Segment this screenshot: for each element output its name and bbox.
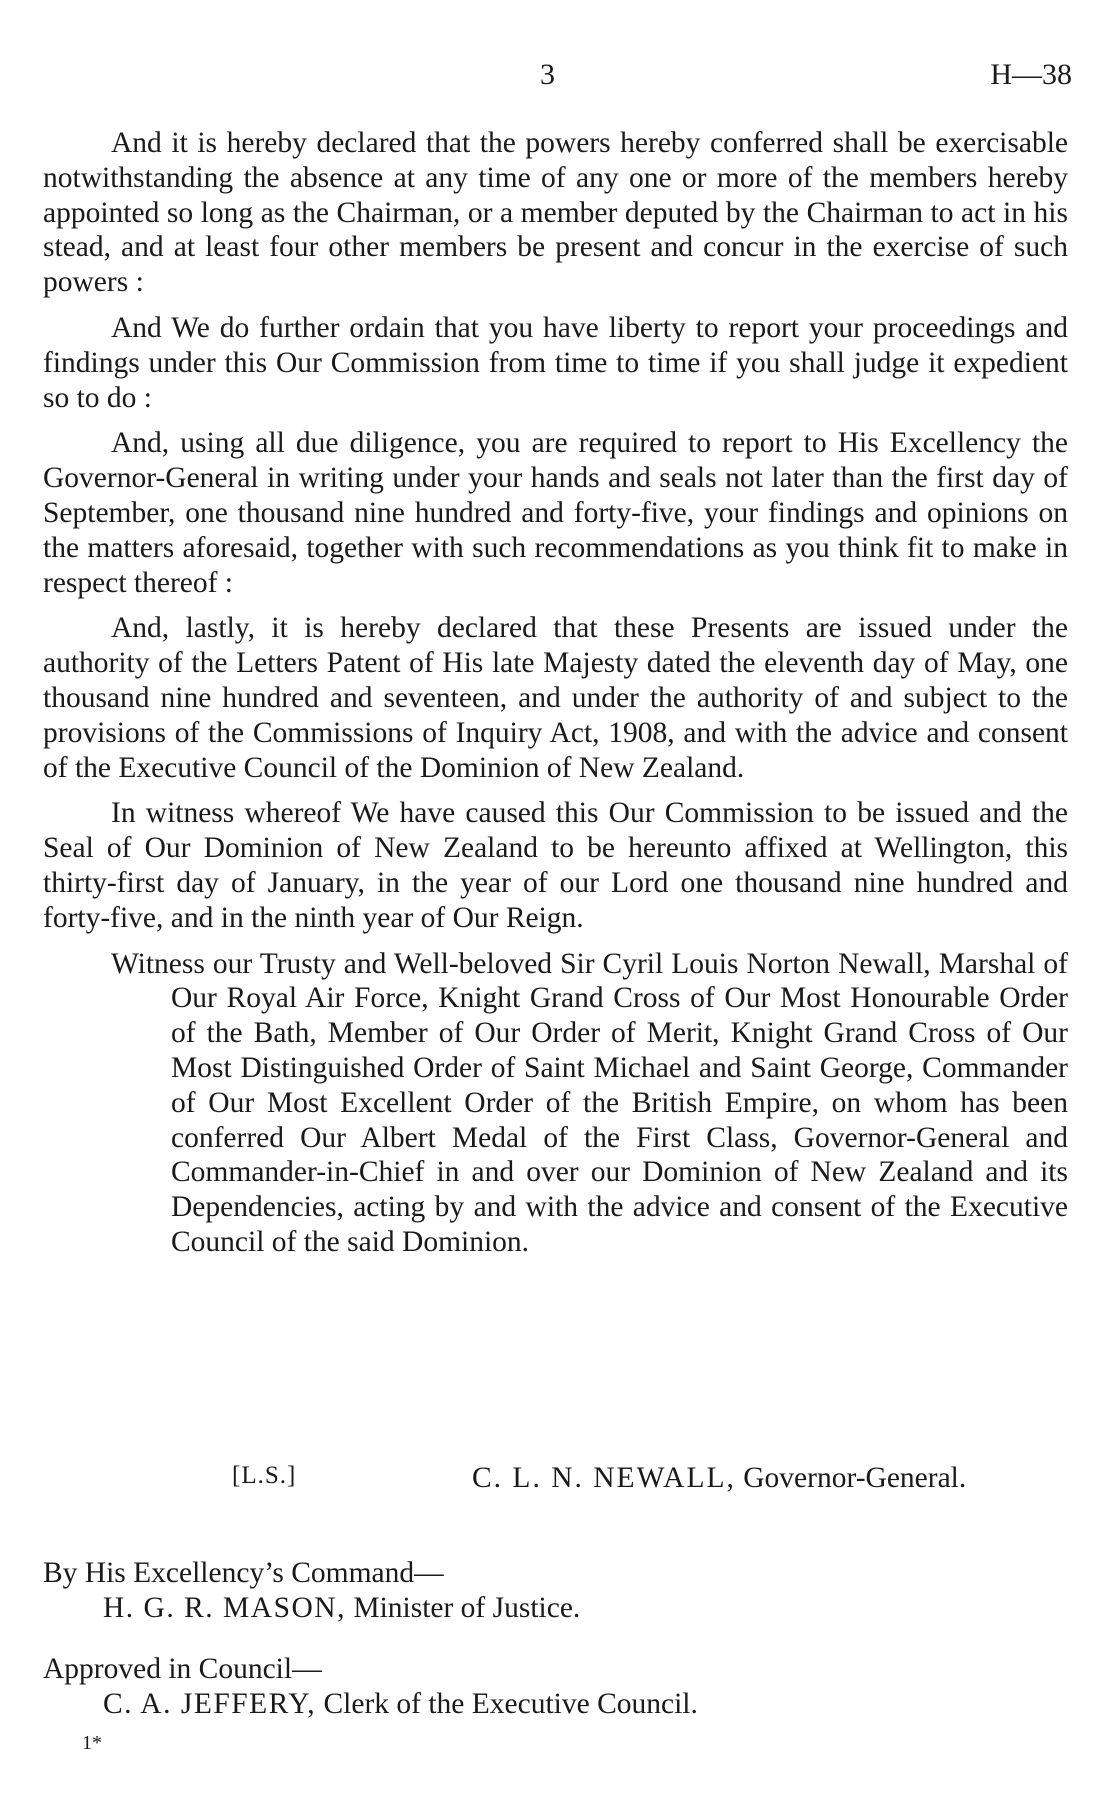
seal-mark: [L.S.] [232, 1462, 297, 1489]
signature-line [0, 1462, 1114, 1502]
paragraph-report: And, using all due diligence, you are required to report to His Excellency the Governor-General in writing under your hands and seals not later than the first day of September, one thousand nine hundred and forty-five, your findings and opinions on the matters aforesaid, together with such recommendations as you think fit to make in respect thereof : [43, 427, 1068, 599]
governor-general-title: Governor-General. [743, 1462, 967, 1494]
command-block [43, 1556, 580, 1626]
minister-signature [43, 1591, 580, 1626]
paragraph-authority: And, lastly, it is hereby declared that these Presents are issued under the authority of the Letters Patent of His late Majesty dated the eleventh day of May, one thousand nine hundred and seventeen, and under the authority of and subject to the provisions of the Commissions of Inquiry Act, 1908, and with the advice and consent of the Executive Council of the Dominion of New Zealand. [43, 612, 1068, 784]
governor-general-signature [472, 1462, 966, 1495]
governor-general-name: C. L. N. NEWALL, [472, 1462, 736, 1494]
approval-block [43, 1652, 698, 1722]
paragraph-liberty: And We do further ordain that you have liberty to report your proceedings and findings under this Our Commission from time to time if you shall judge it expedient so to do : [43, 311, 1068, 414]
signature-mark: 1* [82, 1732, 102, 1754]
minister-name: H. G. R. MASON, [103, 1591, 346, 1624]
approval-heading: Approved in Council— [43, 1653, 322, 1685]
paragraph-powers: And it is hereby declared that the powers hereby conferred shall be exercisable notwithstanding the absence at any time of any one or more of the members hereby appointed so long as the Chairman, or a member deputed by the Chairman to act in his stead, and at least four other members be present and concur in the exercise of such powers : [43, 127, 1068, 299]
paragraph-witness-whereof: In witness whereof We have caused this Our Commission to be issued and the Seal of Our Dominion of New Zealand to be hereunto affixed at Wellington, this thirty-first day of January, in the year of our Lord one thousand nine hundred and forty-five, and in the ninth year of Our Reign. [43, 797, 1068, 934]
clerk-title: Clerk of the Executive Council. [323, 1687, 698, 1720]
page-header [0, 58, 1114, 98]
witness-clause: Witness our Trusty and Well-beloved Sir Cyril Louis Norton Newall, Marshal of Our Royal Air Force, Knight Grand Cross of Our Most Honourable Order of the Bath, Member of Our Order of Merit, Knight Grand Cross of Our Most Distinguished Order of Saint Michael and Saint George, Commander of Our Most Excellent Order of the British Empire, on whom has been conferred Our Albert Medal of the First Class, Governor-General and Commander-in-Chief in and over our Dominion of New Zealand and its Dependencies, acting by and with the advice and consent of the Executive Council of the said Dominion. [111, 947, 1068, 1258]
clerk-name: C. A. JEFFERY, [103, 1687, 317, 1720]
document-body [43, 126, 1068, 1260]
minister-title: Minister of Justice. [353, 1591, 581, 1624]
clerk-signature [43, 1687, 698, 1722]
page-number: 3 [540, 58, 555, 91]
command-heading: By His Excellency’s Command— [43, 1557, 444, 1589]
document-reference: H—38 [990, 58, 1072, 91]
